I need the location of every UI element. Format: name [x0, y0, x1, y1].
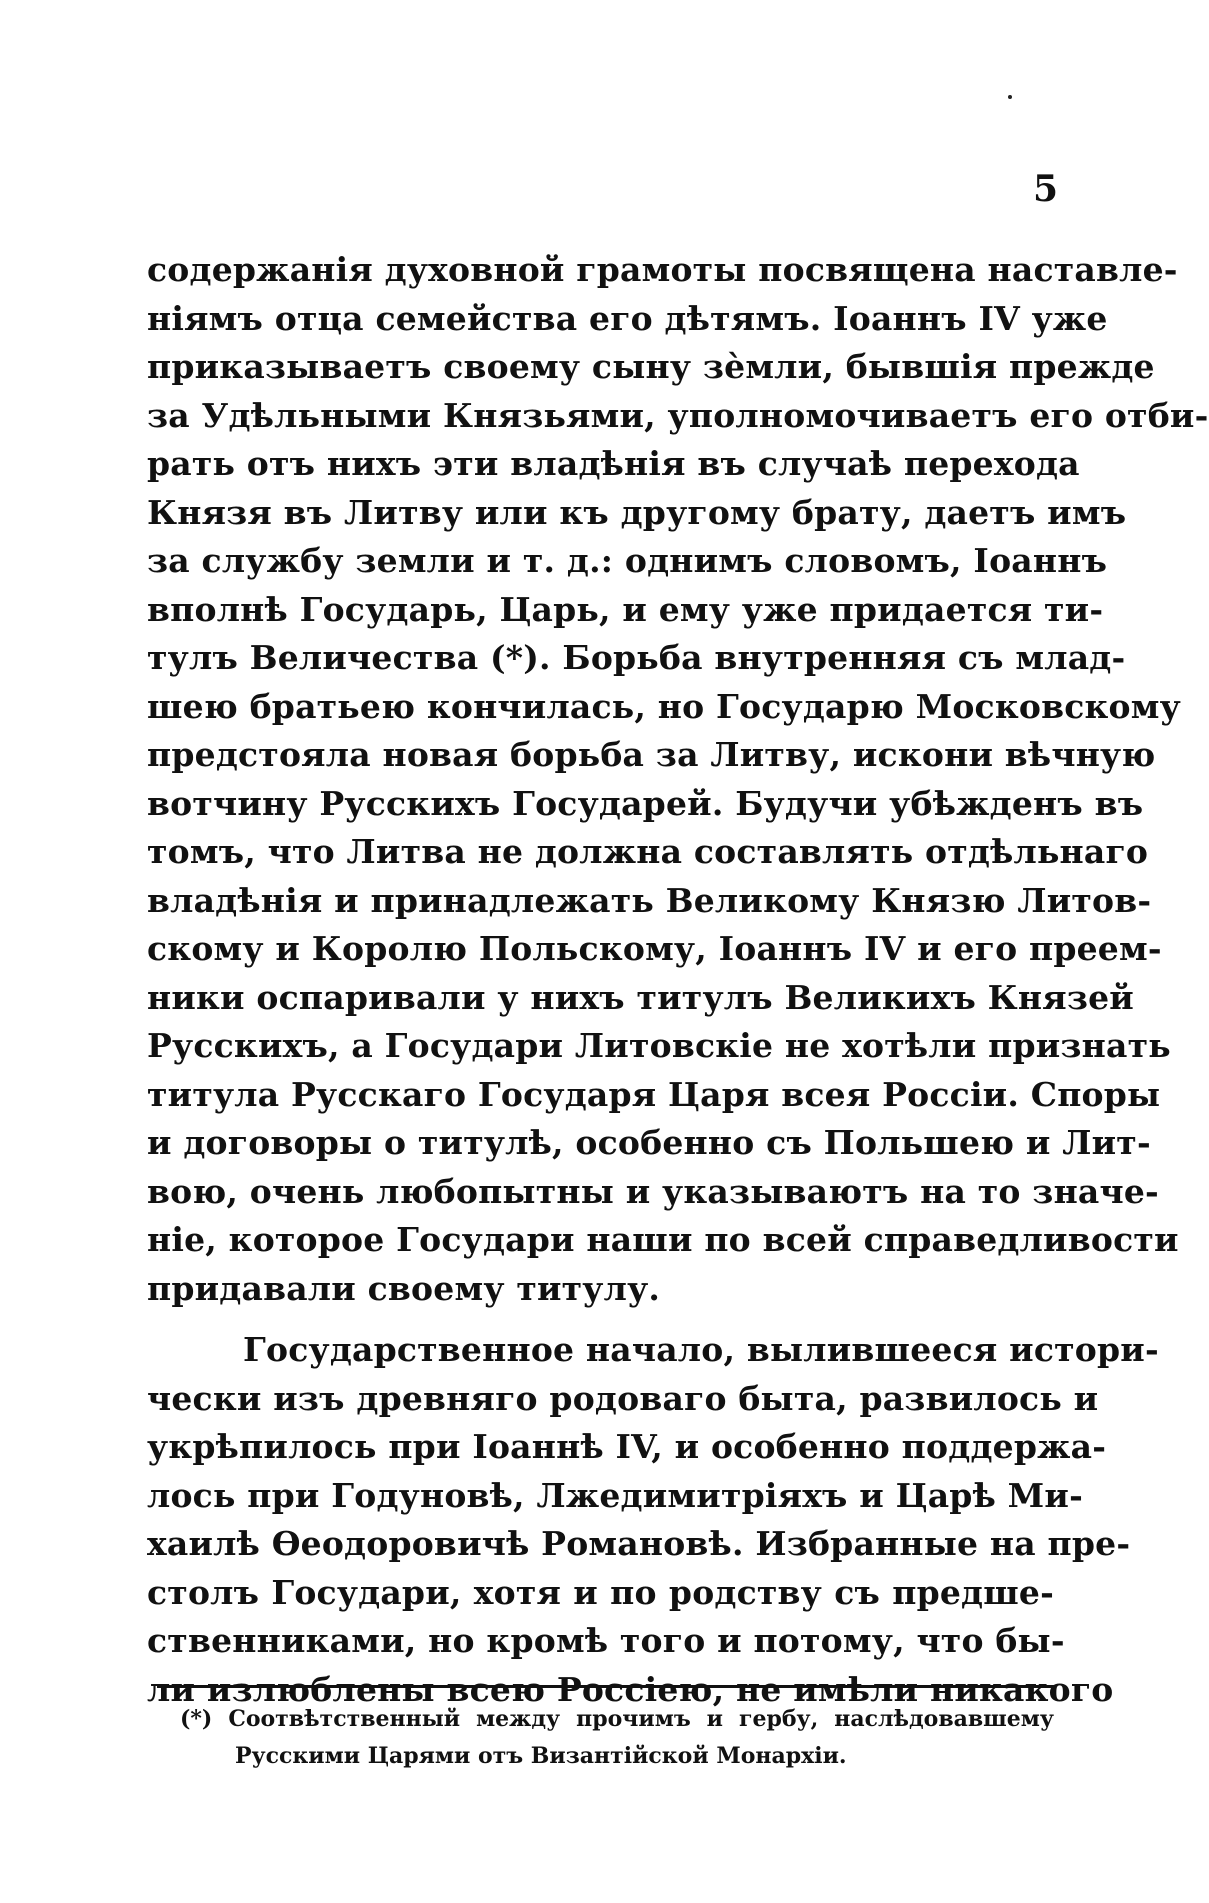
text-line: ніямъ отца семейства его дѣтямъ. Іоаннъ IV уже — [147, 298, 1108, 338]
text-line: содержанія духовной грамоты посвящена наставле- — [147, 250, 1178, 289]
text-line: ніе, которое Государи наши по всей справедливости — [147, 1220, 1179, 1259]
main-text — [147, 246, 1209, 1714]
text-line: укрѣпилось при Іоаннѣ IV, и особенно поддержа- — [147, 1427, 1107, 1466]
text-line: чески изъ древняго родоваго быта, развилось и — [147, 1378, 1099, 1418]
text-line: ники оспаривали у нихъ титулъ Великихъ Князей — [147, 977, 1134, 1017]
text-line: вою, очень любопытны и указываютъ на то значе- — [147, 1171, 1159, 1211]
text-line: томъ, что Литва не должна составлять отдѣльнаго — [147, 832, 1149, 871]
text-line: владѣнія и принадлежать Великому Князю Литов- — [147, 880, 1152, 920]
text-line: за службу земли и т. д.: однимъ словомъ, Іоаннъ — [147, 541, 1108, 580]
text-line: рать отъ нихъ эти владѣнія въ случаѣ перехода — [147, 444, 1080, 483]
text-line: вотчину Русскихъ Государей. Будучи убѣжденъ въ — [147, 783, 1144, 823]
text-line: и договоры о титулѣ, особенно съ Польшею и Лит- — [147, 1123, 1151, 1162]
text-line: приказываетъ своему сыну зѐмли, бывшія прежде — [147, 347, 1155, 386]
speck-mark — [1008, 95, 1012, 99]
text-line: Государственное начало, вылившееся истори- — [243, 1330, 1159, 1369]
text-line: Князя въ Литву или къ другому брату, даетъ имъ — [147, 492, 1127, 532]
text-line: столъ Государи, хотя и по родству съ предше- — [147, 1572, 1054, 1612]
text-line: предстояла новая борьба за Литву, искони вѣчную — [147, 735, 1156, 774]
text-line: скому и Королю Польскому, Іоаннъ IV и его преем- — [147, 929, 1162, 968]
text-line: тулъ Величества (*). Борьба внутренняя съ млад- — [147, 638, 1126, 677]
text-line: ли излюблены всею Россіею, не имѣли никакого — [147, 1669, 1114, 1709]
text-line: шею братьею кончилась, но Государю Московскому — [147, 686, 1181, 726]
text-line: лось при Годуновѣ, Лжедимитріяхъ и Царѣ Ми- — [147, 1475, 1083, 1515]
paragraph-1 — [147, 246, 1209, 1313]
footnote-rule — [157, 1685, 1054, 1688]
text-line: за Удѣльными Князьями, уполномочиваетъ его отби- — [147, 395, 1209, 435]
text-line: хаилѣ Ѳеодоровичѣ Романовѣ. Избранные на пре- — [147, 1524, 1131, 1563]
text-line: придавали своему титулу. — [147, 1268, 661, 1308]
footnote-line: Русскими Царями отъ Византійской Монархіи. — [235, 1743, 847, 1769]
page-number: 5 — [1032, 168, 1058, 210]
text-line: вполнѣ Государь, Царь, и ему уже придается ти- — [147, 589, 1104, 629]
text-line: Русскихъ, а Государи Литовскіе не хотѣли признать — [147, 1026, 1171, 1065]
footnote-line: (*) Соотвѣтственный между прочимъ и гербу, наслѣдовавшему — [180, 1706, 1054, 1732]
paragraph-2 — [147, 1326, 1159, 1714]
text-line: ственниками, но кромѣ того и потому, что бы- — [147, 1621, 1065, 1660]
footnote — [180, 1701, 1054, 1775]
text-line: титула Русскаго Государя Царя всея Россіи. Споры — [147, 1074, 1161, 1114]
